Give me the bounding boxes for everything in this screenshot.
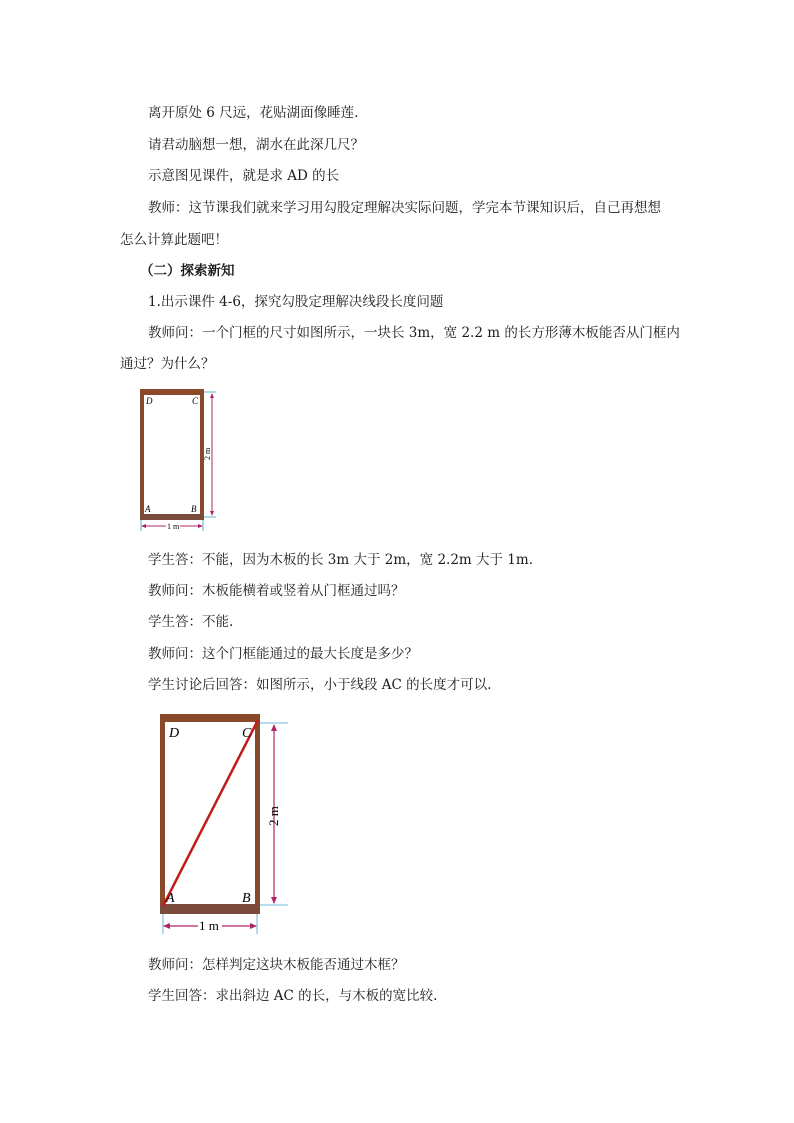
frame-left	[160, 714, 165, 914]
text-line: 通过？为什么？	[120, 356, 215, 372]
label-c: C	[192, 396, 199, 406]
height-label: 2 m	[266, 806, 281, 826]
text-line: 教师问：一个门框的尺寸如图所示，一块长 3m，宽 2.2 m 的长方形薄木板能否从门框内	[148, 325, 680, 341]
text-line: 怎么计算此题吧！	[120, 232, 228, 248]
label-a: A	[166, 891, 175, 906]
text-line: 离开原处 6 尺远，花贴湖面像睡莲.	[148, 105, 359, 121]
text-line: 教师问：这个门框能通过的最大长度是多少？	[148, 646, 418, 662]
label-b: B	[242, 891, 251, 906]
width-label: 1 m	[167, 522, 180, 531]
text-line: 教师问：怎样判定这块木板能否通过木框？	[148, 957, 405, 973]
text-line: 学生回答：求出斜边 AC 的长，与木板的宽比较.	[148, 988, 438, 1004]
text-line: 教师：这节课我们就来学习用勾股定理解决实际问题，学完本节课知识后，自己再想想	[148, 200, 661, 216]
door-frame-figure-1	[130, 384, 250, 534]
text-line: 教师问：木板能横着或竖着从门框通过吗？	[148, 583, 405, 599]
label-d: D	[146, 396, 153, 406]
text-line: 1.出示课件 4-6，探究勾股定理解决线段长度问题	[148, 294, 444, 310]
diagonal-ac	[163, 720, 258, 906]
label-b: B	[191, 504, 197, 514]
text-line: 示意图见课件，就是求 AD 的长	[148, 168, 340, 184]
frame-left	[140, 389, 144, 520]
frame-right	[255, 714, 260, 914]
door-frame-figure-2	[150, 708, 300, 938]
height-label: 2 m	[203, 447, 212, 460]
frame-top	[140, 389, 204, 395]
label-a: A	[145, 504, 151, 514]
width-label: 1 m	[199, 918, 219, 933]
label-d: D	[169, 726, 180, 741]
text-line: 学生答：不能，因为木板的长 3m 大于 2m，宽 2.2m 大于 1m.	[148, 552, 533, 568]
section-heading: （二）探索新知	[140, 263, 235, 279]
frame-bottom	[140, 514, 204, 520]
text-line: 学生讨论后回答：如图所示，小于线段 AC 的长度才可以.	[148, 677, 492, 693]
text-line: 学生答：不能.	[148, 614, 234, 630]
frame-top	[160, 714, 260, 722]
text-line: 请君动脑想一想，湖水在此深几尺？	[148, 137, 364, 153]
label-c: C	[242, 726, 252, 741]
